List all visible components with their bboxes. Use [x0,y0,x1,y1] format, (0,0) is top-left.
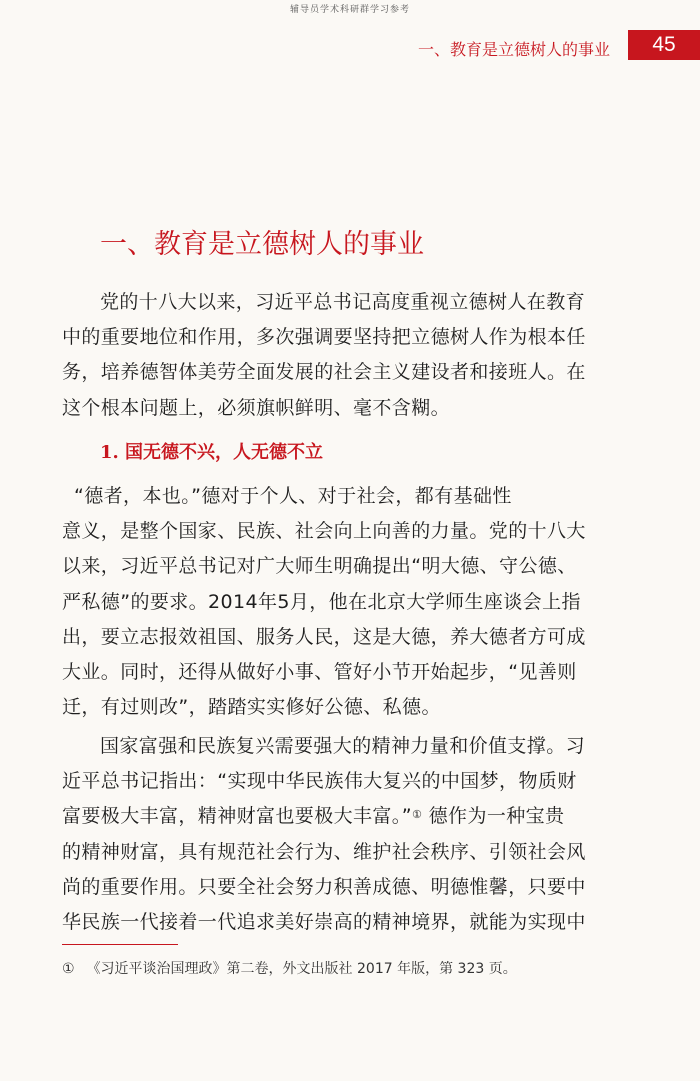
paragraph-national-rejuvenation [62,729,608,940]
sub-heading: 1. 国无德不兴，人无德不立 [100,442,324,463]
footnote [62,958,517,978]
page-number: 45 [652,33,676,56]
text-line: 近平总书记指出：“实现中华民族伟大复兴的中国梦，物质财 [62,770,577,793]
text-line: 出，要立志报效祖国、服务人民，这是大德，养大德者方可成 [62,625,586,648]
text-line: 的精神财富，具有规范社会行为、维护社会秩序、引领社会风 [62,840,586,863]
text-line [62,799,608,834]
text-line: 严私德”的要求。2014年5月，他在北京大学师生座谈会上指 [62,590,581,613]
text-line: 意义，是整个国家、民族、社会向上向善的力量。党的十八大 [62,520,586,543]
page-number-badge [628,30,700,60]
text-line: 这个根本问题上，必须旗帜鲜明、毫不含糊。 [62,396,451,419]
text-line: 迁，有过则改”，踏踏实实修好公德、私德。 [62,696,441,719]
text-line: 大业。同时，还得从做好小事、管好小节开始起步，“见善则 [62,661,577,684]
text-line: “德者，本也。”德对于个人、对于社会，都有基础性 [74,485,512,507]
text-line: 务，培养德智体美劳全面发展的社会主义建设者和接班人。在 [62,361,586,384]
section-heading: 一、教育是立德树人的事业 [100,229,424,260]
text-continuation: 德作为一种宝贵 [422,805,565,828]
text-line: 尚的重要作用。只要全社会努力积善成德、明德惟馨，只要中 [62,875,586,898]
quote-text: 富要极大丰富，精神财富也要极大丰富。” [62,805,412,828]
text-line: 中的重要地位和作用，多次强调要坚持把立德树人作为根本任 [62,326,586,349]
top-caption: 辅导员学术科研群学习参考 [289,5,410,15]
text-line: 华民族一代接着一代追求美好崇高的精神境界，就能为实现中 [62,911,586,934]
text-line: 以来，习近平总书记对广大师生明确提出“明大德、守公德、 [62,555,577,578]
running-title: 一、教育是立德树人的事业 [417,40,610,59]
intro-paragraph [62,285,608,426]
paragraph-virtue [62,479,608,725]
text-line: 党的十八大以来，习近平总书记高度重视立德树人在教育 [100,291,586,313]
footnote-text: 《习近平谈治国理政》第二卷，外文出版社 2017 年版，第 323 页。 [86,961,517,977]
text-line: 国家富强和民族复兴需要强大的精神力量和价值支撑。习 [100,735,586,757]
footnote-divider [62,944,178,945]
footnote-marker: ① [62,961,75,977]
footnote-reference[interactable]: ① [411,808,423,822]
